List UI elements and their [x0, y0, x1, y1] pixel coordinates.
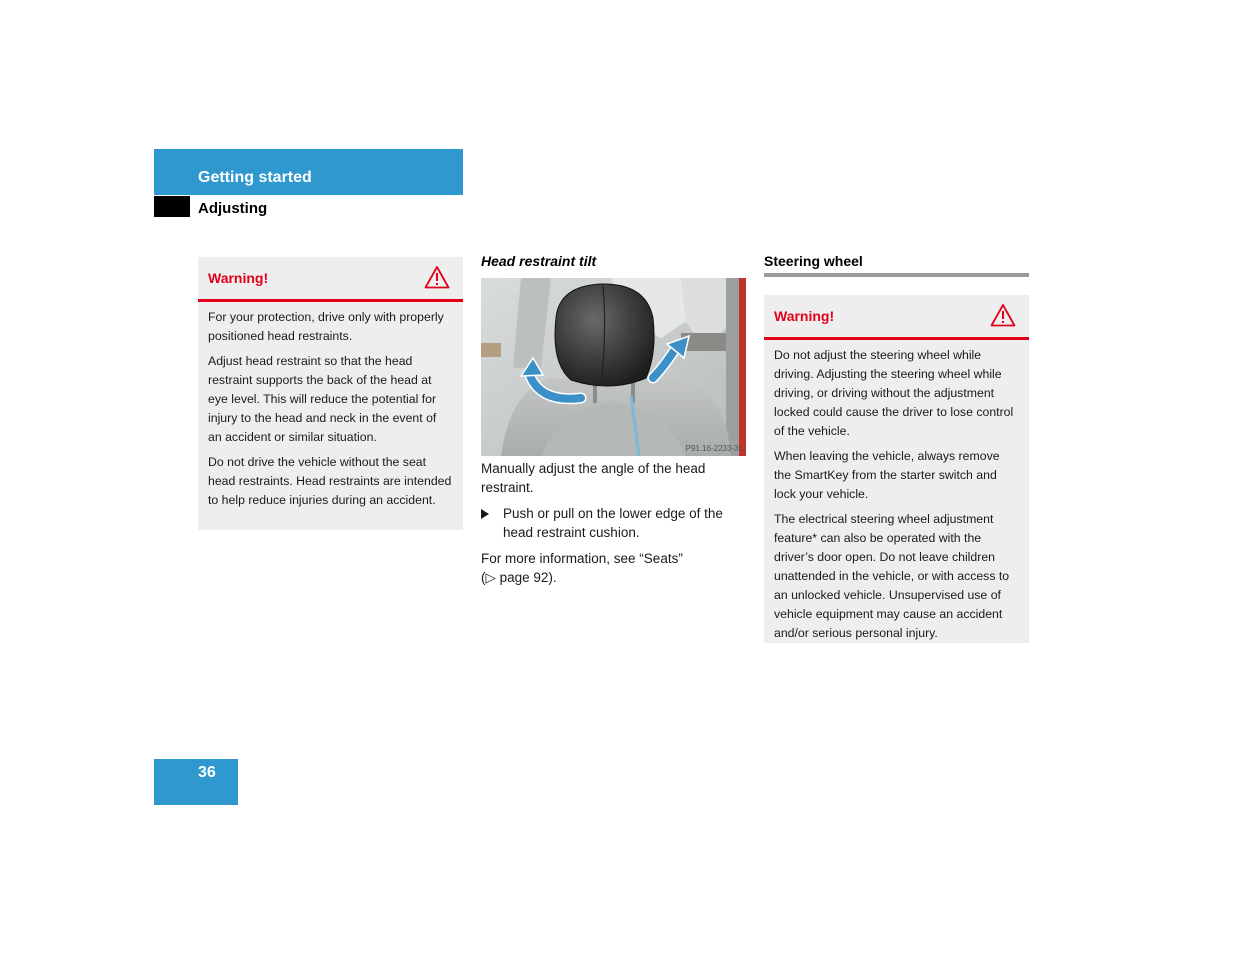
warning-paragraph: Do not drive the vehicle without the seat head restraints. Head restraints are intended to help reduce injuries during an accident. [208, 455, 452, 507]
head-restraint-warning-box [198, 257, 463, 530]
warning-header [198, 257, 463, 302]
head-restraint-tilt-heading: Head restraint tilt [481, 253, 597, 269]
instruction-step [481, 504, 746, 542]
page-reference-link[interactable]: (▷ page 92). [481, 570, 557, 585]
warning-paragraph: Do not adjust the steering wheel while driving. Adjusting the steering wheel while driving, or driving without the adjustment locked could cause the driver to lose control of the vehicle. [774, 348, 1014, 438]
warning-paragraph: Adjust head restraint so that the head restraint supports the back of the head at eye level. This will reduce the potential for injury to the head and neck in the event of an accident or similar situation. [208, 354, 437, 444]
warning-triangle-icon [424, 265, 450, 289]
bullet-arrow-icon [481, 509, 489, 519]
page-reference-text [481, 549, 746, 587]
body-text: Manually adjust the angle of the head restraint. [481, 461, 706, 495]
warning-triangle-icon [990, 303, 1016, 327]
subsection-marker [154, 196, 190, 217]
warning-paragraph: For your protection, drive only with properly positioned head restraints. [208, 310, 444, 343]
section-title: Getting started [198, 169, 312, 186]
warning-title: Warning! [774, 308, 835, 324]
warning-paragraph: The electrical steering wheel adjustment feature* can also be operated with the driver’s door open. Do not leave children unattended in the vehicle, or with access to an unlocked vehicle. Unsupervised use of vehicle equipment may cause an accident and/or serious personal injury. [774, 512, 1010, 640]
head-restraint-illustration [481, 278, 746, 456]
figure-code: P91.16-2233-31 [685, 444, 743, 453]
heading-rule [764, 273, 1029, 277]
steering-wheel-warning-box [764, 295, 1029, 643]
page-number-box [154, 759, 238, 805]
head-restraint-image [481, 278, 746, 456]
reference-line: For more information, see “Seats” [481, 551, 683, 566]
step-text: Push or pull on the lower edge of the head restraint cushion. [503, 506, 723, 540]
steering-wheel-heading: Steering wheel [764, 253, 863, 269]
warning-body [198, 302, 463, 518]
warning-body [764, 340, 1029, 651]
subsection-title: Adjusting [198, 200, 268, 217]
warning-header [764, 295, 1029, 340]
warning-paragraph: When leaving the vehicle, always remove the SmartKey from the starter switch and lock your vehicle. [774, 449, 1000, 501]
page-number: 36 [198, 764, 216, 781]
warning-title: Warning! [208, 270, 269, 286]
